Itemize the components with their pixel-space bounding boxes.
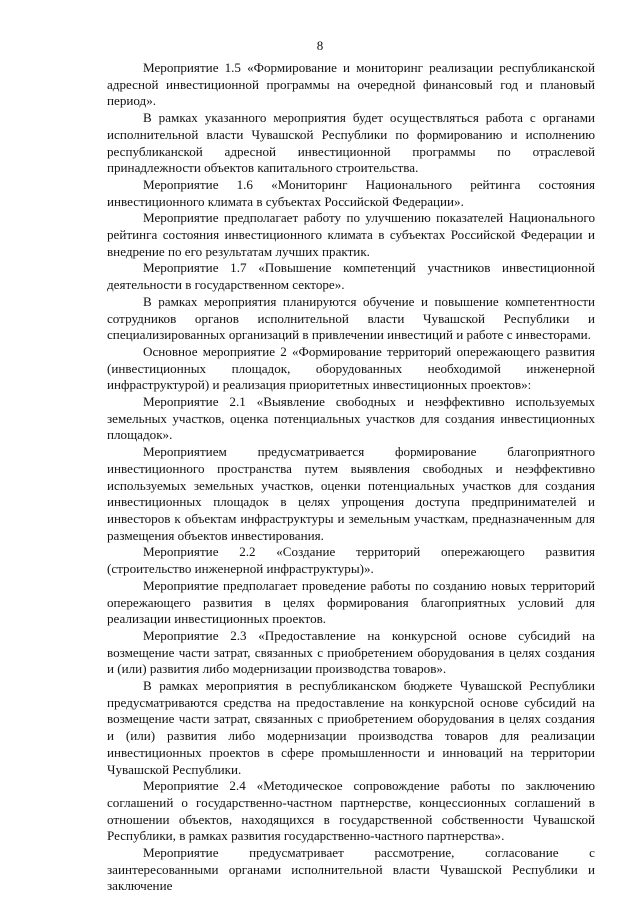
paragraph-4: Мероприятие предполагает работу по улучшению показателей Национального рейтинга состояния инвестиционного климата в субъектах Российской Федерации и внедрение по его результатам лучших практик. (107, 210, 595, 259)
paragraph-8: Мероприятие 2.1 «Выявление свободных и неэффективно используемых земельных участков, оценка потенциальных участков для создания инвестиционных площадок». (107, 394, 595, 443)
paragraph-9: Мероприятием предусматривается формирование благоприятного инвестиционного пространства путем выявления свободных и неэффективно используемых земельных участков, оценки потенциальных участков для создания инвестиционных площадок в целях упрощения доступа предпринимателей и инвесторов к объектам инфраструктуры и земельным участкам, предназначенным для размещения объектов инвестирования. (107, 444, 595, 543)
paragraph-15: Мероприятие предусматривает рассмотрение, согласование с заинтересованными органами исполнительной власти Чувашской Республики и заключение (107, 845, 595, 894)
paragraph-3: Мероприятие 1.6 «Мониторинг Национального рейтинга состояния инвестиционного климата в субъектах Российской Федерации». (107, 176, 595, 209)
paragraph-5: Мероприятие 1.7 «Повышение компетенций участников инвестиционной деятельности в государственном секторе». (107, 260, 595, 293)
paragraph-14: Мероприятие 2.4 «Методическое сопровождение работы по заключению соглашений о государственно-частном партнерстве, концессионных соглашений в отношении объектов, находящихся в государственной собственности Чувашской Республики, в рамках развития государственно-частного партнерства». (107, 778, 595, 844)
paragraph-11: Мероприятие предполагает проведение работы по созданию новых территорий опережающего развития в целях формирования благоприятных условий для реализации инвестиционных проектов. (107, 577, 595, 627)
page-number: 8 (316, 38, 324, 53)
paragraph-6: В рамках мероприятия планируются обучение и повышение компетентности сотрудников органов исполнительной власти Чувашской Республики и специализированных организаций в привлечении инвестиций и работе с инвесторами. (107, 293, 595, 343)
paragraph-1: Мероприятие 1.5 «Формирование и мониторинг реализации республиканской адресной инвестиционной программы на очередной финансовый год и плановый период». (107, 60, 595, 109)
paragraph-13: В рамках мероприятия в республиканском бюджете Чувашской Республики предусматриваются средства на предоставление на конкурсной основе субсидий на возмещение части затрат, связанных с приобретением оборудования в целях создания и (или) развития либо модернизации производства товаров для реализации инвестиционных проектов в сфере промышленности и инноваций на территории Чувашской Республики. (107, 678, 595, 777)
paragraph-2: В рамках указанного мероприятия будет осуществляться работа с органами исполнительной власти Чувашской Республики по формированию и исполнению республиканской адресной инвестиционной программы по отраслевой принадлежности объектов капитального строительства. (107, 110, 595, 176)
document-body (107, 60, 595, 895)
paragraph-10: Мероприятие 2.2 «Создание территорий опережающего развития (строительство инженерной инфраструктуры)». (107, 544, 595, 577)
paragraph-7: Основное мероприятие 2 «Формирование территорий опережающего развития (инвестиционных площадок, оборудованных необходимой инженерной инфраструктурой) и реализация приоритетных инвестиционных проектов»: (107, 343, 595, 393)
paragraph-12: Мероприятие 2.3 «Предоставление на конкурсной основе субсидий на возмещение части затрат, связанных с приобретением оборудования в целях создания и (или) развития либо модернизации производства товаров». (107, 627, 595, 677)
